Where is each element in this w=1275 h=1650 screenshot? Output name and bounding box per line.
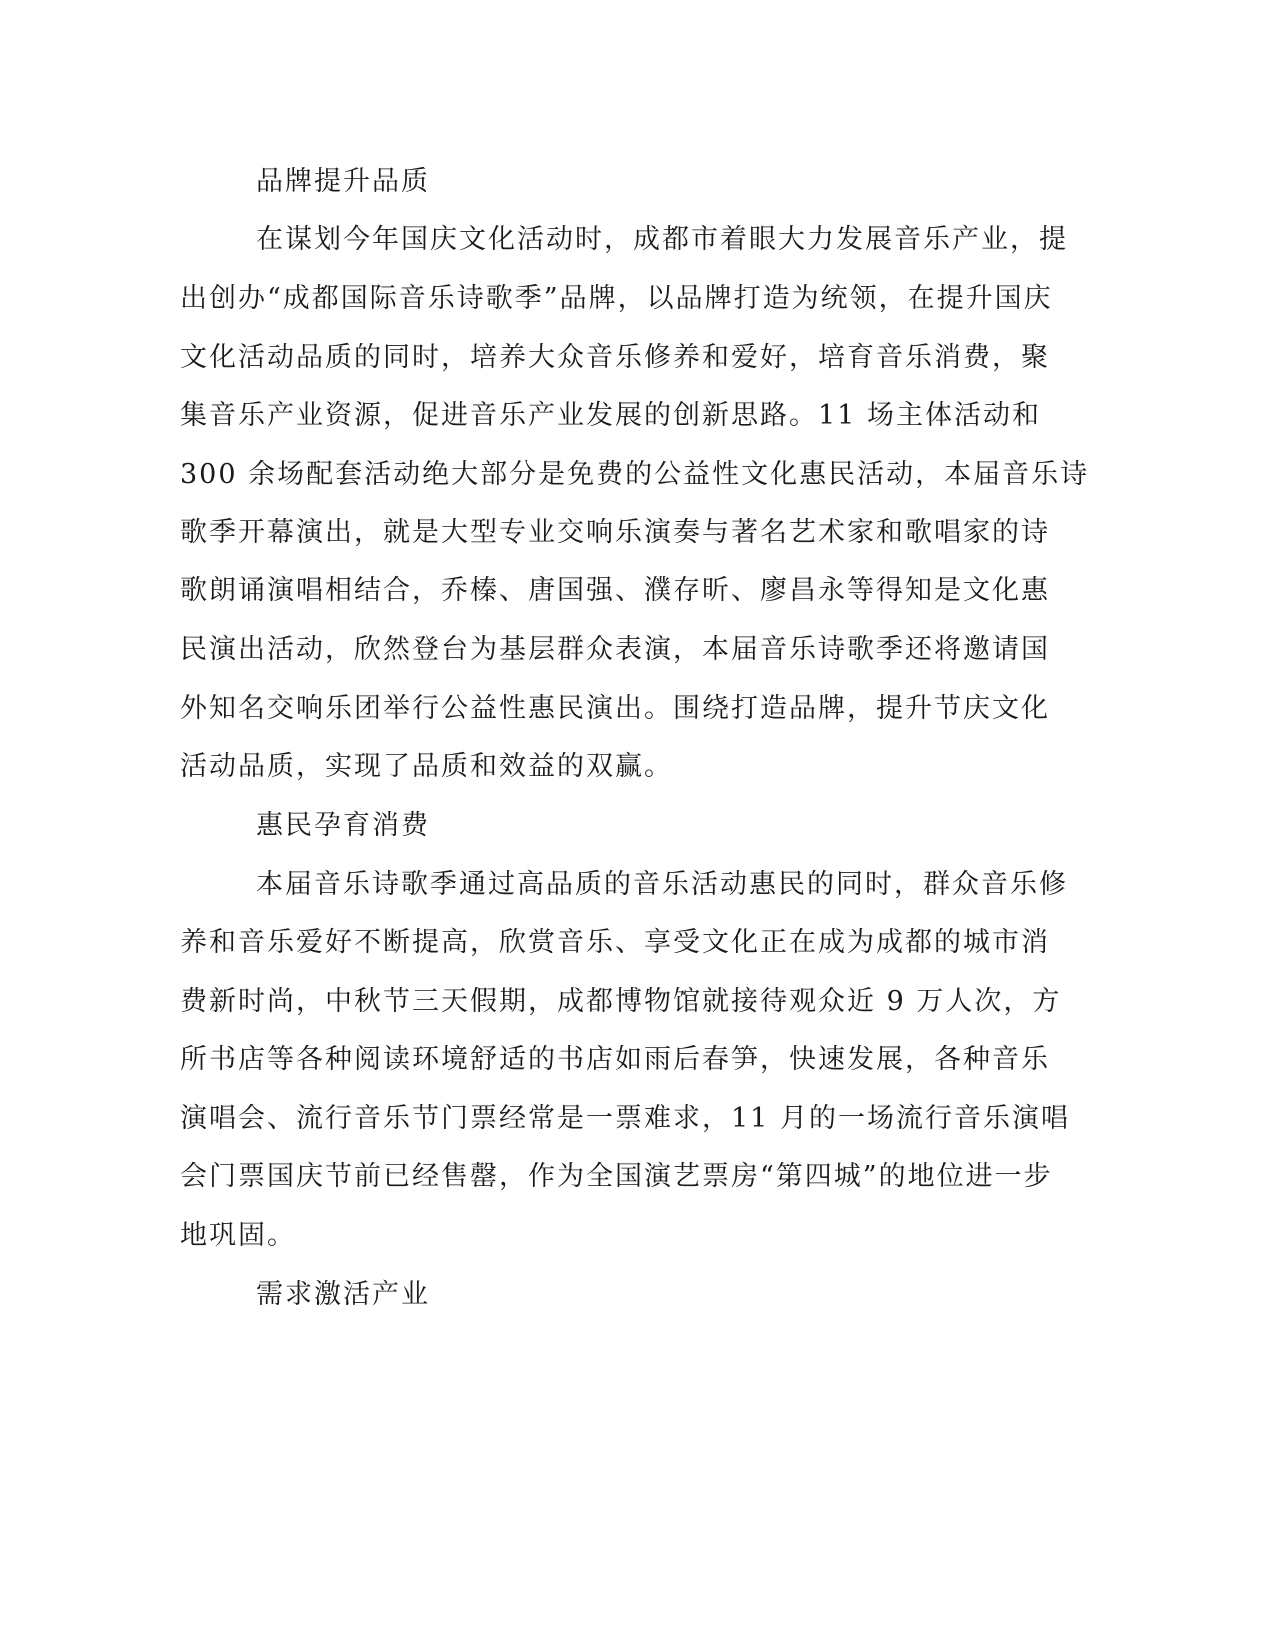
section-heading-benefit-consumption: 惠民孕育消费 bbox=[256, 810, 430, 841]
section-heading-demand-industry: 需求激活产业 bbox=[256, 1279, 430, 1310]
paragraph-line: 外知名交响乐团举行公益性惠民演出。围绕打造品牌，提升节庆文化 bbox=[180, 693, 1050, 724]
paragraph-line: 费新时尚，中秋节三天假期，成都博物馆就接待观众近 9 万人次，方 bbox=[180, 986, 1062, 1017]
paragraph-line: 文化活动品质的同时，培养大众音乐修养和爱好，培育音乐消费，聚 bbox=[180, 342, 1050, 373]
paragraph-line: 活动品质，实现了品质和效益的双赢。 bbox=[180, 751, 673, 782]
paragraph-line: 歌朗诵演唱相结合，乔榛、唐国强、濮存昕、廖昌永等得知是文化惠 bbox=[180, 575, 1050, 606]
paragraph-line: 演唱会、流行音乐节门票经常是一票难求，11 月的一场流行音乐演唱 bbox=[180, 1103, 1070, 1134]
paragraph-line: 在谋划今年国庆文化活动时，成都市着眼大力发展音乐产业，提 bbox=[256, 224, 1068, 255]
section-heading-brand-quality: 品牌提升品质 bbox=[256, 166, 430, 197]
paragraph-line: 所书店等各种阅读环境舒适的书店如雨后春笋，快速发展，各种音乐 bbox=[180, 1044, 1050, 1075]
paragraph-line: 养和音乐爱好不断提高，欣赏音乐、享受文化正在成为成都的城市消 bbox=[180, 927, 1050, 958]
paragraph-line: 民演出活动，欣然登台为基层群众表演，本届音乐诗歌季还将邀请国 bbox=[180, 634, 1050, 665]
paragraph-line: 会门票国庆节前已经售罄，作为全国演艺票房“第四城”的地位进一步 bbox=[180, 1161, 1053, 1192]
paragraph-line: 集音乐产业资源，促进音乐产业发展的创新思路。11 场主体活动和 bbox=[180, 400, 1041, 431]
paragraph-line: 地巩固。 bbox=[180, 1220, 296, 1251]
paragraph-line: 歌季开幕演出，就是大型专业交响乐演奏与著名艺术家和歌唱家的诗 bbox=[180, 517, 1050, 548]
paragraph-line: 300 余场配套活动绝大部分是免费的公益性文化惠民活动，本届音乐诗 bbox=[180, 459, 1090, 490]
paragraph-line: 出创办“成都国际音乐诗歌季”品牌，以品牌打造为统领，在提升国庆 bbox=[180, 283, 1053, 314]
paragraph-line: 本届音乐诗歌季通过高品质的音乐活动惠民的同时，群众音乐修 bbox=[256, 869, 1068, 900]
